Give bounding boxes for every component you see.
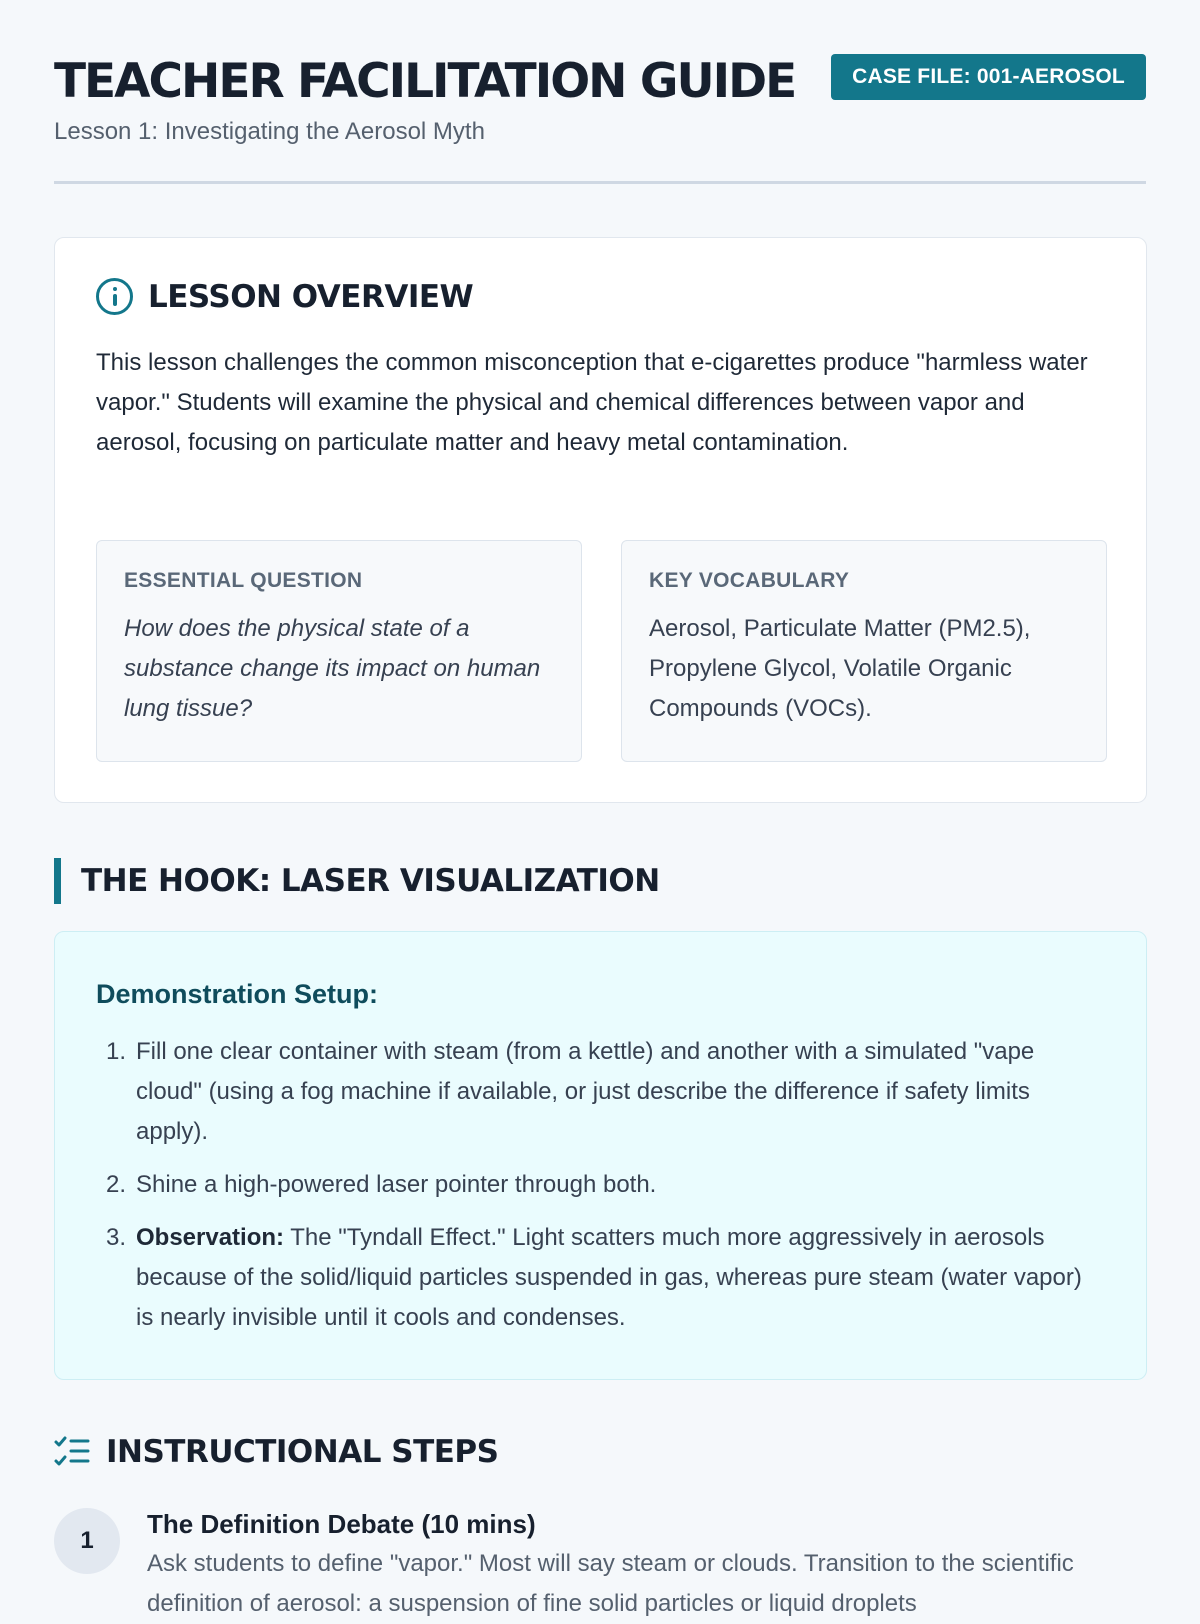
list-item-number: 1. bbox=[106, 1038, 127, 1065]
lesson-overview-text: This lesson challenges the common misconception that e-cigarettes produce "harmless water vapor." Students will examine the physical and chemical differences between vapor and aerosol, focusing on particulate matter and heavy metal contamination. bbox=[96, 349, 1088, 456]
lesson-overview-card bbox=[54, 237, 1147, 803]
hook-title: THE HOOK: LASER VISUALIZATION bbox=[81, 863, 660, 899]
list-item bbox=[96, 1032, 1105, 1152]
demonstration-card bbox=[54, 931, 1147, 1380]
page-header bbox=[54, 0, 1146, 184]
step-body bbox=[147, 1508, 1147, 1624]
info-icon bbox=[96, 278, 133, 315]
lesson-overview-heading bbox=[96, 278, 1105, 315]
key-vocabulary-label: KEY VOCABULARY bbox=[649, 569, 850, 592]
step-number-badge: 1 bbox=[54, 1508, 120, 1574]
step-text: Ask students to define "vapor." Most will say steam or clouds. Transition to the scientific definition of aerosol: a suspension of fine solid particles or liquid droplets bbox=[147, 1550, 1074, 1617]
hook-heading bbox=[54, 858, 660, 904]
instructional-steps-heading bbox=[54, 1434, 498, 1470]
key-vocabulary-text: Aerosol, Particulate Matter (PM2.5), Propylene Glycol, Volatile Organic Compounds (VOCs). bbox=[649, 615, 1031, 722]
list-item-text: Shine a high-powered laser pointer through both. bbox=[136, 1171, 657, 1198]
essential-question-label: ESSENTIAL QUESTION bbox=[124, 569, 363, 592]
observation-label: Observation: bbox=[136, 1224, 285, 1251]
page-subtitle: Lesson 1: Investigating the Aerosol Myth bbox=[54, 118, 485, 145]
list-item-number: 2. bbox=[106, 1171, 127, 1198]
demonstration-steps bbox=[96, 1032, 1105, 1338]
list-item-text: Fill one clear container with steam (from a kettle) and another with a simulated "vape cloud" (using a fog machine if available, or just describe the difference if safety limits apply). bbox=[136, 1038, 1035, 1145]
list-item bbox=[96, 1218, 1105, 1338]
checklist-icon bbox=[54, 1436, 90, 1468]
key-vocabulary-box bbox=[621, 540, 1107, 762]
list-item bbox=[96, 1165, 1105, 1205]
list-item-text: The "Tyndall Effect." Light scatters much more aggressively in aerosols because of the solid/liquid particles suspended in gas, whereas pure steam (water vapor) is nearly invisible until it cools and condenses. bbox=[136, 1224, 1082, 1331]
list-item-number: 3. bbox=[106, 1224, 127, 1251]
instructional-steps-title: INSTRUCTIONAL STEPS bbox=[106, 1434, 499, 1470]
essential-question-box bbox=[96, 540, 582, 762]
demonstration-title: Demonstration Setup: bbox=[96, 979, 379, 1009]
case-file-badge: CASE FILE: 001-AEROSOL bbox=[831, 54, 1146, 100]
step-title: The Definition Debate (10 mins) bbox=[147, 1509, 536, 1539]
instructional-step bbox=[54, 1508, 1147, 1624]
essential-question-text: How does the physical state of a substance change its impact on human lung tissue? bbox=[124, 615, 541, 722]
lesson-overview-title: LESSON OVERVIEW bbox=[148, 278, 474, 315]
page-title: TEACHER FACILITATION GUIDE bbox=[54, 54, 796, 109]
